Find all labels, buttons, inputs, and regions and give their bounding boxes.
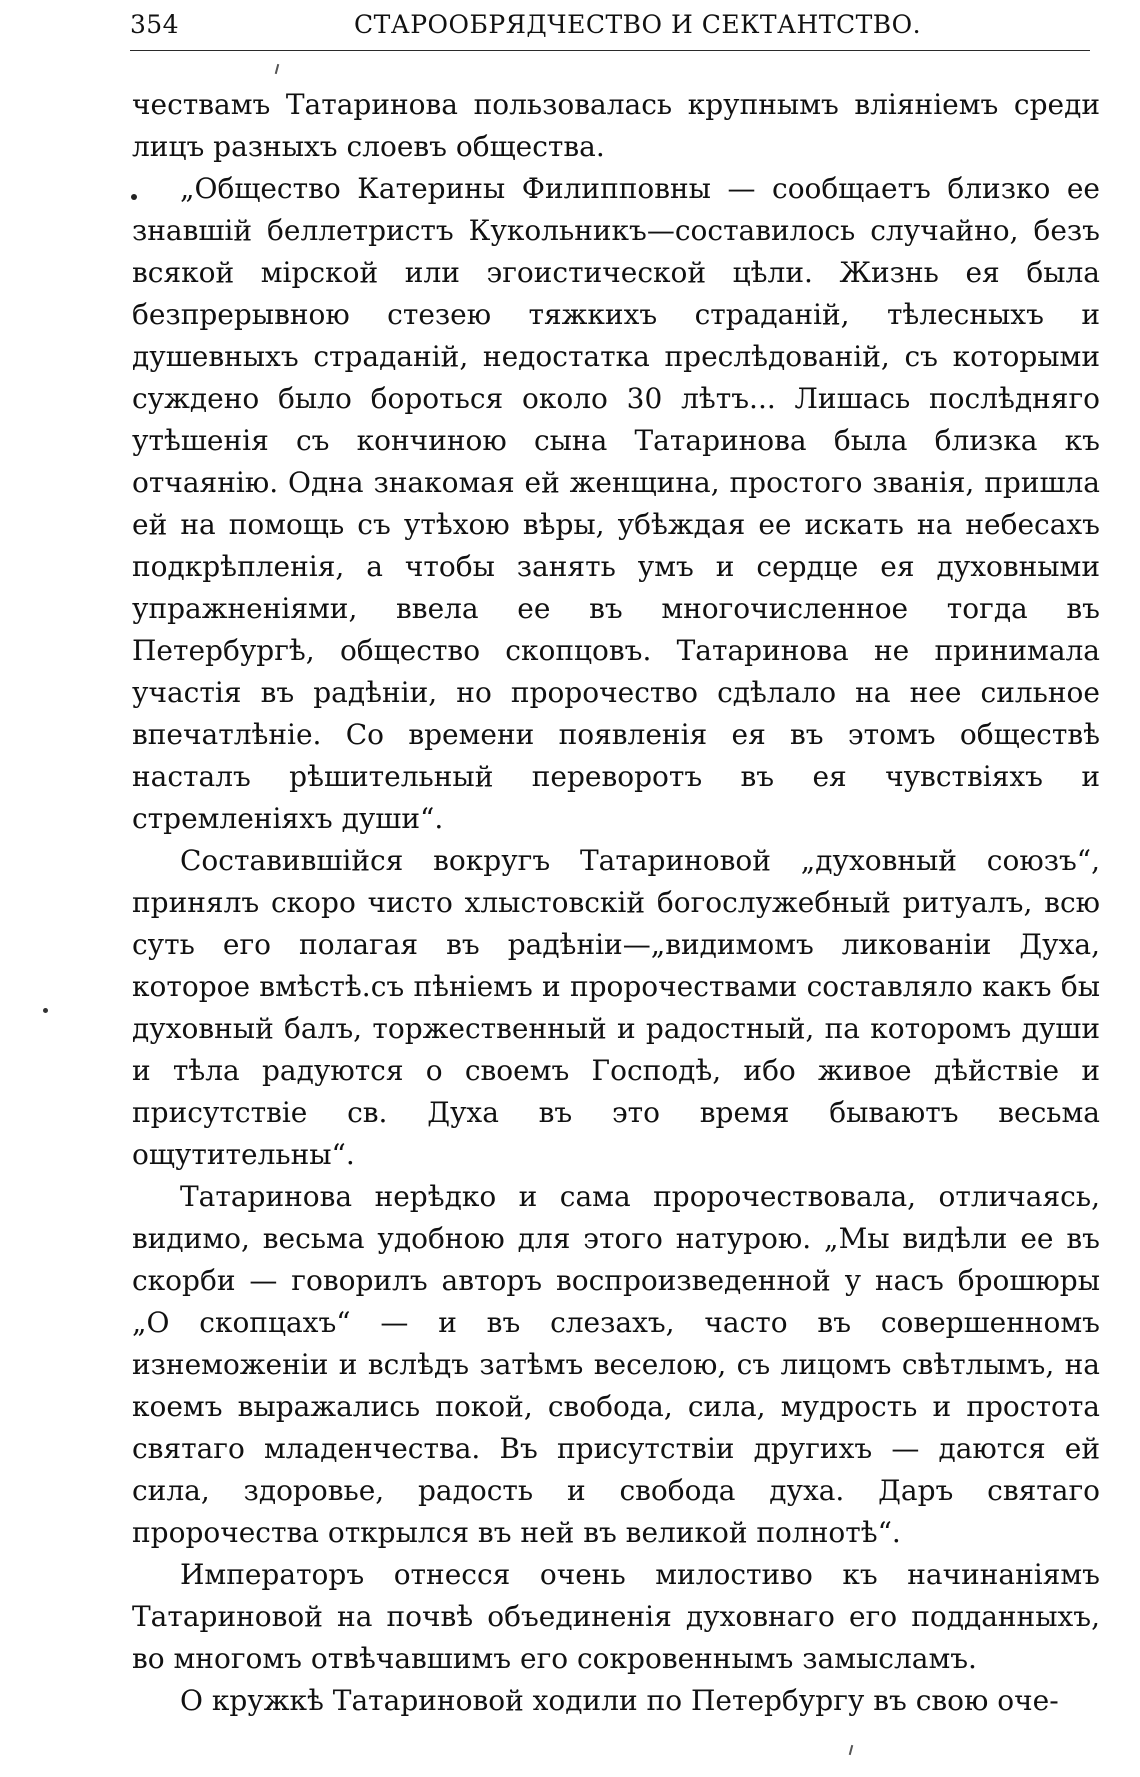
paragraph: О кружкѣ Татариновой ходили по Петербургу въ свою оче- [180, 1684, 1059, 1717]
print-speck [849, 1745, 854, 1755]
paragraph: „Общество Катерины Филипповны — сообщаетъ близко ее знавшій беллетристъ Кукольникъ—составилось случайно, безъ всякой мірской или эгоистической цѣли. Жизнь ея была безпрерывною стезею тяжкихъ страданій, тѣлесныхъ и душевныхъ страданій, недостатка преслѣдованій, съ которыми суждено было бороться около 30 лѣтъ... Лишась послѣдняго утѣшенія съ кончиною сына Татаринова была близка къ отчаянію. Одна знакомая ей женщина, простого званія, пришла ей на помощь съ утѣхою вѣры, убѣждая ее искать на небесахъ подкрѣпленія, а чтобы занять умъ и сердце ея духовными упражненіями, ввела ее въ многочисленное тогда въ Петербургѣ, общество скопцовъ. Татаринова не принимала участія въ радѣніи, но пророчество сдѣлало на нее сильное впечатлѣніе. Со времени появленія ея въ этомъ обществѣ насталъ рѣшительный переворотъ въ ея чувствіяхъ и стремленіяхъ души“. [132, 172, 1100, 835]
print-speck [275, 64, 280, 74]
paragraph: Составившійся вокругъ Татариновой „духовный союзъ“, принялъ скоро чисто хлыстовскій богослужебный ритуалъ, всю суть его полагая въ радѣніи—„видимомъ ликованіи Духа, которое вмѣстѣ.съ пѣніемъ и пророчествами составляло какъ бы духовный балъ, торжественный и радостный, па которомъ души и тѣла радуются о своемъ Господѣ, ибо живое дѣйствіе и присутствіе св. Духа въ это время бываютъ весьма ощутительны“. [132, 844, 1100, 1171]
running-header [130, 10, 1096, 44]
margin-stray-dot [43, 1008, 48, 1013]
running-title: СТАРООБРЯДЧЕСТВО И СЕКТАНТСТВО. [354, 10, 922, 39]
paragraph: чествамъ Татаринова пользовалась крупнымъ вліяніемъ среди лицъ разныхъ слоевъ общества. [132, 88, 1100, 163]
paragraph: Татаринова нерѣдко и сама пророчествовала, отличаясь, видимо, весьма удобною для этого натурою. „Мы видѣли ее въ скорби — говорилъ авторъ воспроизведенной у насъ брошюры „О скопцахъ“ — и въ слезахъ, часто въ совершенномъ изнеможеніи и вслѣдъ затѣмъ веселою, съ лицомъ свѣтлымъ, на коемъ выражались покой, свобода, сила, мудрость и простота святаго младенчества. Въ присутствіи другихъ — даются ей сила, здоровье, радость и свобода духа. Даръ святаго пророчества открылся въ ней въ великой полнотѣ“. [132, 1180, 1100, 1549]
header-rule [130, 50, 1090, 51]
paragraph: Императоръ отнесся очень милостиво къ начинаніямъ Татариновой на почвѣ объединенія духовнаго его подданныхъ, во многомъ отвѣчавшимъ его сокровеннымъ замысламъ. [132, 1558, 1100, 1675]
body-text [132, 84, 1100, 1722]
page-number: 354 [130, 10, 179, 39]
